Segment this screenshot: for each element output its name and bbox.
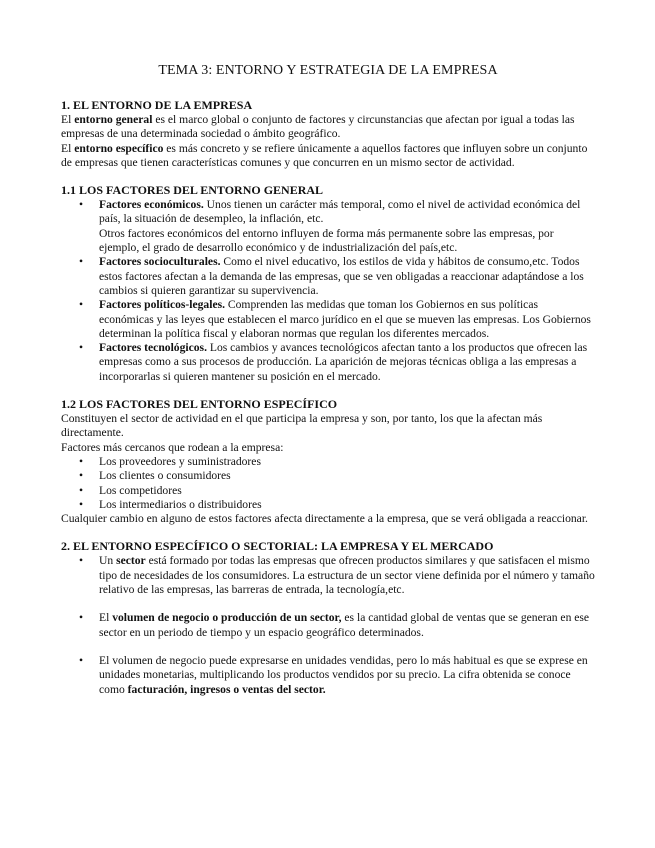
p1-bold: entorno general	[74, 113, 153, 126]
list-item	[99, 654, 595, 697]
item-bold: Factores económicos.	[99, 198, 204, 212]
list-item: • Los proveedores y suministradores	[99, 455, 595, 469]
item-text: Como el nivel educativo, los estilos de vida y hábitos de consumo,etc. Todos estos factores afectan a la demanda de las empresas, que se ven obligadas a reaccionar adaptándose a los cambios si quieren garantizar su supervivencia.	[99, 255, 584, 297]
list-item: • Los clientes o consumidores	[99, 469, 595, 483]
list-item	[99, 611, 595, 640]
item-pre: El	[99, 611, 113, 625]
item-post: es la cantidad global de ventas que se generan en ese sector en un periodo de tiempo y un espacio geográfico determinados.	[99, 611, 590, 639]
document-title: TEMA 3: ENTORNO Y ESTRATEGIA DE LA EMPRESA	[158, 63, 498, 78]
item-bold: sector	[116, 554, 146, 568]
specific-intro-paragraph: Constituyen el sector de actividad en el que participa la empresa y son, por tanto, los que la afectan más directamente.	[61, 412, 543, 440]
section-2-heading: 2. EL ENTORNO ESPECÍFICO O SECTORIAL: LA EMPRESA Y EL MERCADO	[61, 539, 494, 554]
item-bold: facturación, ingresos o ventas del sector.	[127, 682, 326, 696]
list-item: • Los intermediarios o distribuidores	[99, 498, 595, 512]
section-1-1-heading: 1.1 LOS FACTORES DEL ENTORNO GENERAL	[61, 183, 324, 198]
p2-post: es más concreto y se refiere únicamente a aquellos factores que influyen sobre un conjunto de empresas que tienen características comunes y que concurren en un mismo sector de actividad.	[61, 141, 588, 169]
item-pre: El volumen de negocio puede expresarse en unidades vendidas, pero lo más habitual es que se exprese en unidades monetarias, multiplicando los productos vendidos por su precio. La cifra obtenida se conoce como	[99, 653, 588, 696]
item-text: Unos tienen un carácter más temporal, como el nivel de actividad económica del país, la situación de desempleo, la inflación, etc.	[99, 198, 581, 226]
section-1-2-heading: 1.2 LOS FACTORES DEL ENTORNO ESPECÍFICO	[61, 397, 338, 412]
list-item	[99, 298, 595, 341]
item-bold: Factores tecnológicos.	[99, 341, 207, 355]
item-text: Comprenden las medidas que toman los Gobiernos en sus políticas económicas y las leyes que establecen el marco jurídico en el que se mueven las empresas. Los Gobiernos determinan la política fiscal y elaboran normas que regulan los diferentes mercados.	[99, 298, 591, 340]
p1-post: es el marco global o conjunto de factores y circunstancias que afectan por igual a todas las empresas de una determinada sociedad o ámbito geográfico.	[61, 113, 575, 141]
entorno-general-paragraph	[61, 113, 595, 142]
list-item	[99, 554, 595, 597]
item-extra: Otros factores económicos del entorno influyen de forma más permanente sobre las empresas, por ejemplo, el grado de desarrollo económico y de industrialización del país,etc.	[99, 226, 554, 255]
list-item	[99, 341, 595, 384]
list-item	[99, 198, 595, 255]
item-bold: volumen de negocio o producción de un sector,	[112, 611, 342, 625]
specific-conclusion-paragraph: Cualquier cambio en alguno de estos factores afecta directamente a la empresa, que se verá obligada a reaccionar.	[61, 512, 588, 526]
item-bold: Factores políticos-legales.	[99, 298, 225, 312]
sector-list	[61, 554, 595, 696]
entorno-especifico-paragraph	[61, 142, 595, 171]
item-text: Los cambios y avances tecnológicos afectan tanto a los productos que ofrecen las empresas como a sus procesos de producción. La aparición de mejoras técnicas obliga a las empresas a incorporarlas si quieren mantener su posición en el mercado.	[99, 341, 588, 383]
section-1-heading: 1. EL ENTORNO DE LA EMPRESA	[61, 98, 253, 112]
list-item: • Los competidores	[99, 484, 595, 498]
general-factors-list	[61, 198, 595, 384]
specific-factors-list	[61, 455, 595, 512]
item-pre: Un	[99, 554, 117, 568]
specific-factors-lead: Factores más cercanos que rodean a la empresa:	[61, 440, 284, 454]
list-item	[99, 255, 595, 298]
item-post: está formado por todas las empresas que ofrecen productos similares y que satisfacen el mismo tipo de necesidades de los consumidores. La estructura de un sector viene definida por el número y tamaño relativo de las empresas, las barreras de entrada, la tecnología,etc.	[99, 554, 595, 597]
p1-pre: El	[61, 113, 75, 126]
p2-bold: entorno específico	[74, 141, 164, 155]
item-bold: Factores socioculturales.	[99, 255, 221, 269]
p2-pre: El	[61, 141, 75, 155]
